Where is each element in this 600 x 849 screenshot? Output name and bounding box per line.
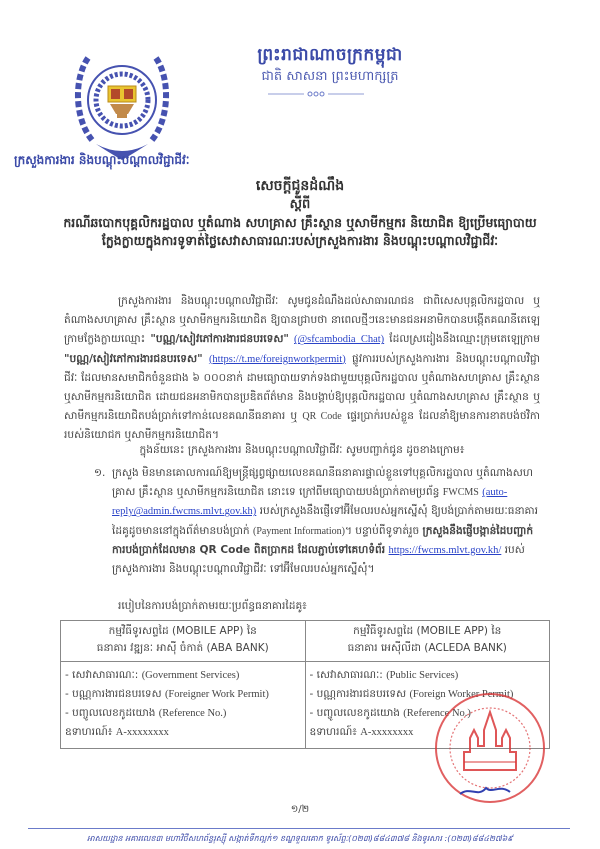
fwcms-email-link[interactable]: (auto-reply@admin.fwcms.mlvt.gov.kh) xyxy=(112,487,508,518)
fake-group-name: "បណ្ណ/សៀវភៅការងារជនបរទេស" xyxy=(150,333,289,346)
list-item: - បណ្ណការងារជនបរទេស (Foreign Worker Permit) xyxy=(309,688,514,700)
kingdom-heading: ព្រះរាជាណាចក្រកម្ពុជា xyxy=(257,45,403,65)
list-item: - បញ្ចូលលេខកូដយោង (Reference No.) xyxy=(309,707,471,719)
clarification-item-1: ១. ក្រសួង មិនមានគោលការណ៍ឱ្យមន្ត្រីផ្សព្វផ្សាយលេខគណនីធនាគារផ្ទាល់ខ្លួនទៅបុគ្គលិករដ្ឋបាល ឬតំណាងសហគ្រាស គ្រឹះស្ថាន ឬសាមីកម្មករនិយោជិត នោះទេ ក្រៅពីមធ្យោបាយបង់ប្រាក់តាមប្រព័ន្ធ FWCMS (auto-reply@admin.fwcms.mlvt.gov.kh) របស់ក្រសួងនឹងផ្ញើទៅអ៊ីមែលរបស់អ្នកស្នើសុំ ឱ្យបង់ប្រាក់តាមរយៈធនាគារដៃគូដូចមាននៅក្នុងព័ត៌មានបង់ប្រាក់ (Payment Information)។ បន្ទាប់ពីទូទាត់រួច ក្រសួងនឹងផ្ញើបង្កាន់ដៃបញ្ជាក់ការបង់ប្រាក់ដែលមាន QR Code ពិតប្រាកដ ដែលភ្ជាប់ទៅគេហទំព័រ https://fwcms.mlvt.gov.kh/ របស់ក្រសួងការងារ និងបណ្តុះបណ្តាលវិជ្ជាជីវៈ ទៅអ៊ីមែលរបស់អ្នកស្នើសុំ។ xyxy=(112,464,542,579)
payment-method-label: របៀបនៃការបង់ប្រាក់តាមរយៈប្រព័ន្ធធនាគារដៃគូ៖ xyxy=(118,600,307,612)
fwcms-website-link[interactable]: https://fwcms.mlvt.gov.kh/ xyxy=(388,544,502,556)
notice-subject: ករណីឆបោកបុគ្គលិករដ្ឋបាល ឬតំណាង សហគ្រាស គ្រឹះស្ថាន ឬសាមីកម្មករ និយោជិត ឱ្យប្រើមធ្យោបាយក្លែងក្លាយក្នុងការទូទាត់ថ្លៃសេវាសាធារណៈរបស់ក្រសួងការងារ និងបណ្តុះបណ្តាលវិជ្ជាជីវៈ xyxy=(63,215,537,248)
item-number: ១. xyxy=(94,467,106,479)
notice-title: សេចក្តីជូនដំណឹង xyxy=(255,178,345,194)
ministry-logo xyxy=(70,48,174,168)
clarification-intro: ក្នុងន័យនេះ ក្រសួងការងារ និងបណ្តុះបណ្តាលវិជ្ជាជីវៈ សូមបញ្ជាក់ជូន ដូចខាងក្រោម៖ xyxy=(139,444,465,456)
list-item: - សេវាសាធារណៈ: (Public Services) xyxy=(309,669,459,681)
acleda-bank-header: កម្មវិធីទូរសព្ទដៃ (MOBILE APP) នៃ ធនាគារ អេស៊ីលីដា (ACLEDA BANK) xyxy=(305,621,550,662)
fwcms-label: FWCMS xyxy=(442,487,479,499)
official-receipt-statement: ក្រសួងនឹងផ្ញើបង្កាន់ដៃបញ្ជាក់ការបង់ប្រាក់ដែលមាន QR Code ពិតប្រាកដ ដែលភ្ជាប់ទៅគេហទំព័រ xyxy=(112,524,534,556)
list-item: - បណ្ណការងារជនបរទេស (Foreigner Work Permit) xyxy=(65,688,269,700)
footer-divider xyxy=(28,828,570,829)
table-header-row xyxy=(61,621,550,662)
page-number: ១/២ xyxy=(290,804,310,815)
fake-telegram-link[interactable]: (@sfcambodia_Chat) xyxy=(294,334,385,346)
list-item: - សេវាសាធារណៈ: (Government Services) xyxy=(65,669,240,681)
aba-bank-steps xyxy=(61,662,306,749)
notice-subtitle: ស្តីពី xyxy=(289,197,311,212)
official-group-name: "បណ្ណ/សៀវភៅការងារជនបរទេស" xyxy=(64,352,203,365)
example-line: ឧទាហរណ៍៖ A-xxxxxxxx xyxy=(309,726,414,738)
ministry-emblem-icon xyxy=(70,48,174,168)
intro-paragraph: ក្រសួងការងារ និងបណ្តុះបណ្តាលវិជ្ជាជីវៈ សូមជូនដំណឹងដល់សាធារណជន ជាពិសេសបុគ្គលិករដ្ឋបាល ឬតំណាងសហគ្រាស គ្រឹះស្ថាន ឬសាមីកម្មករនិយោជិត ឱ្យបានជ្រាបថា នាពេលថ្មីៗនេះមានជនអនាមិកបានបង្កើតគណនីតេឡេក្រាមក្លែងក្លាយឈ្មោះ "បណ្ណ/សៀវភៅការងារជនបរទេស" (@sfcambodia_Chat) ដែលស្រដៀងនឹងឈ្មោះក្រុមតេឡេក្រាម "បណ្ណ/សៀវភៅការងារជនបរទេស" (https://t.me/foreignworkpermit) ផ្លូវការរបស់ក្រសួងការងារ និងបណ្តុះបណ្តាលវិជ្ជាជីវៈ ដែលមានសមាជិកចំនួនជាង ៦ ០០០នាក់ ដាមធ្យោបាយទាក់ទងជាមួយបុគ្គលិករដ្ឋបាល ឬតំណាងសហគ្រាស គ្រឹះស្ថាន ឬសាមីកម្មករនិយោជិត ដោយជនអនាមិកបានប្រឌិតព័ត៌មាន និងបង្គាប់ឱ្យបុគ្គលិករដ្ឋបាល ឬតំណាងសហគ្រាស គ្រឹះស្ថាន ឬសាមីកម្មករនិយោជិតបង់ប្រាក់ទៅកាន់លេខគណនីធនាគារ ឬ QR Code ផ្ទេរប្រាក់របស់ខ្លួន ដែលនាំឱ្យមានការខាតបង់ថវិការបស់និយោជក ឬសាមីកម្មករនិយោជិត។ xyxy=(64,295,541,442)
national-motto: ជាតិ សាសនា ព្រះមហាក្សត្រ xyxy=(261,69,399,84)
official-seal-icon xyxy=(430,690,550,810)
list-item: - បញ្ចូលលេខកូដយោង (Reference No.) xyxy=(65,707,227,719)
qr-code-text: QR Code xyxy=(302,411,342,423)
payment-info-label: (Payment Information) xyxy=(253,525,345,537)
ministry-name: ក្រសួងការងារ និងបណ្តុះបណ្តាលវិជ្ជាជីវៈ xyxy=(14,153,190,167)
official-telegram-link[interactable]: (https://t.me/foreignworkpermit) xyxy=(208,353,346,365)
example-line: ឧទាហរណ៍៖ A-xxxxxxxx xyxy=(65,726,169,738)
aba-bank-header: កម្មវិធីទូរសព្ទដៃ (MOBILE APP) នៃ ធនាគារ វឌ្ឍនៈ អាស៊ី ចំកាត់ (ABA BANK) xyxy=(61,621,306,662)
footer-address: អាសយដ្ឋាន អគារលេខ៣ មហាវិថីសហព័ន្ធរុស្ស៊ី សង្កាត់ទឹកល្អក់១ ខណ្ឌទួលគោក ទូរស័ព្ទៈ(០២៣)៨៨៤៣៧៨ និងទូរសារ :(០២៣)៨៨៤២៧៦៩ xyxy=(87,834,513,843)
divider-ornament-icon xyxy=(268,90,364,98)
